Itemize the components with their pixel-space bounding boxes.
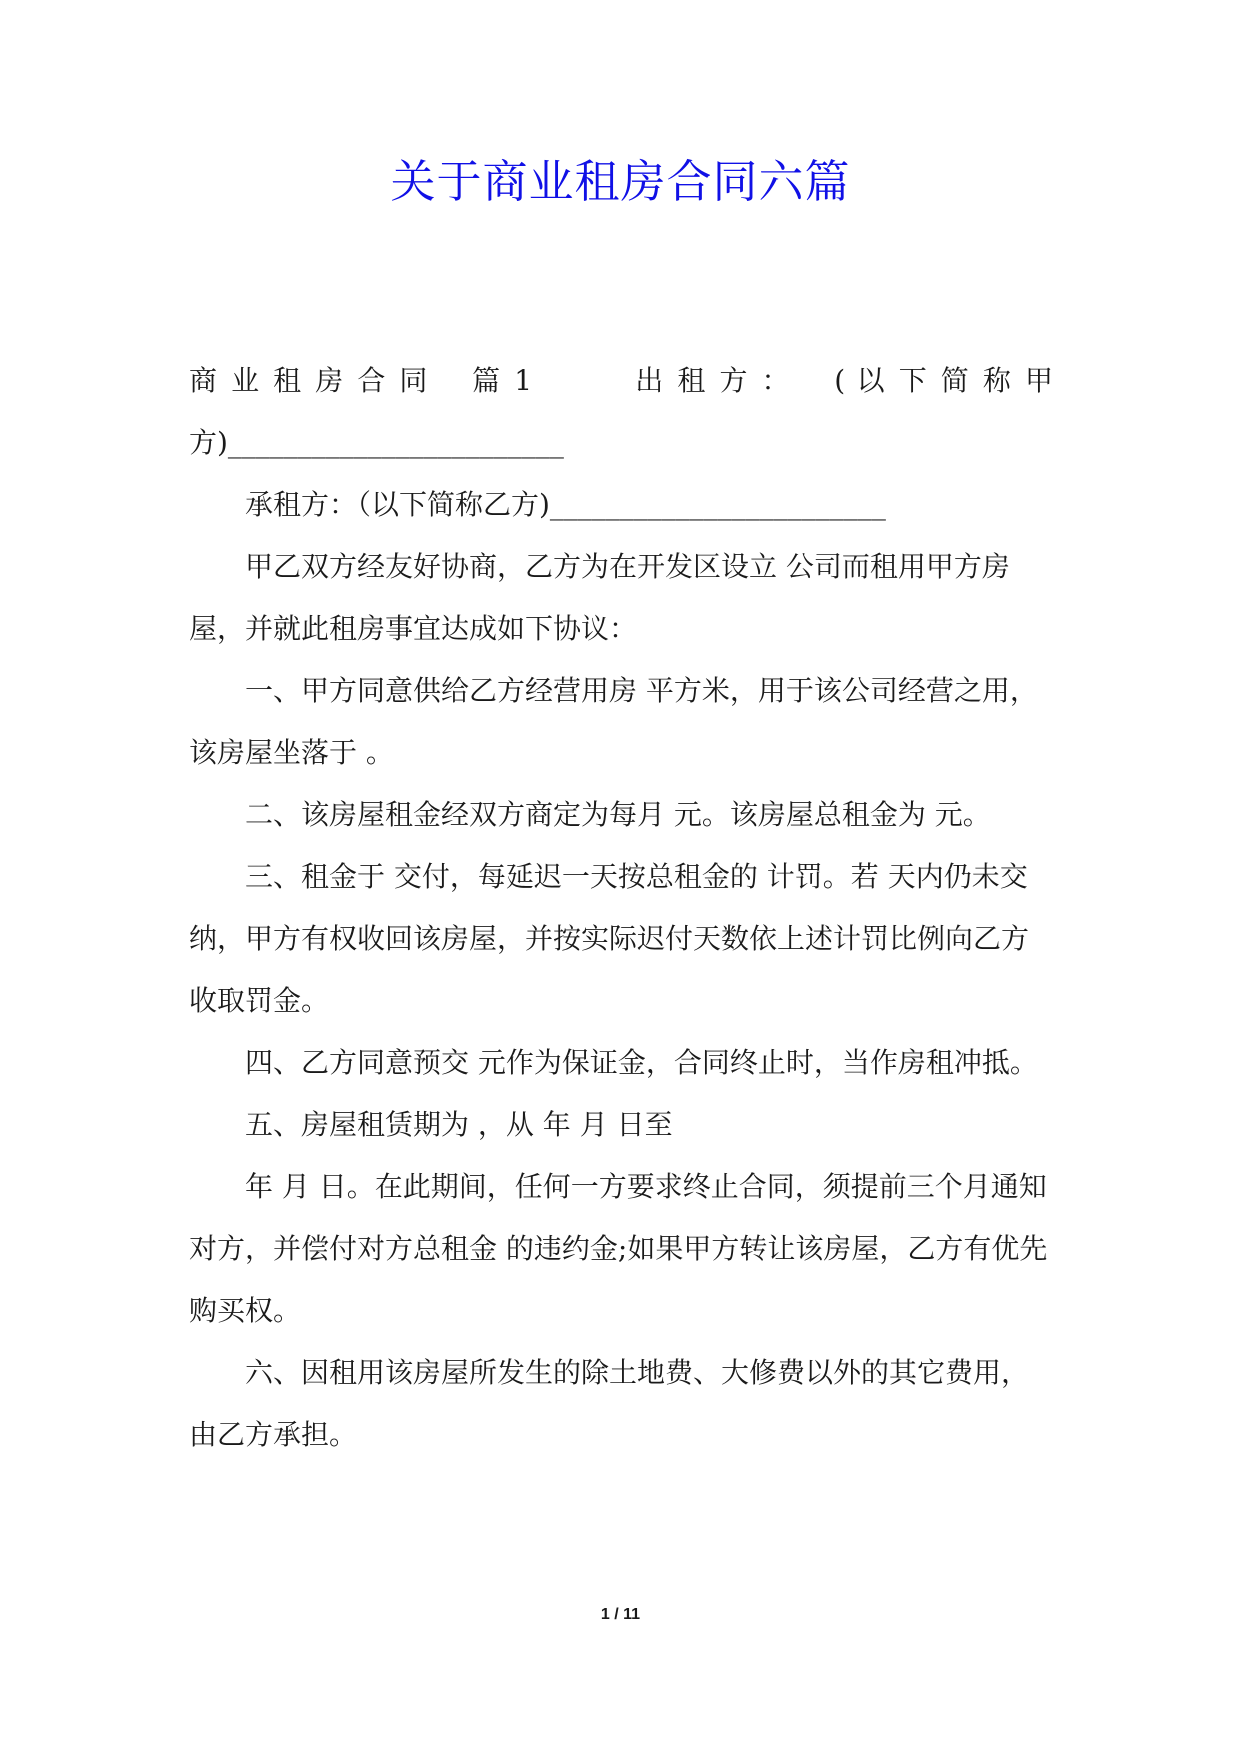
document-title: 关于商业租房合同六篇: [390, 155, 851, 208]
document-body: [189, 350, 1053, 1466]
paragraph-clause-4: 四、乙方同意预交 元作为保证金，合同终止时，当作房租冲抵。: [245, 1046, 1038, 1079]
paragraph-clause-1: 一、甲方同意供给乙方经营用房 平方米，用于该公司经营之用，该房屋坐落于 。: [189, 674, 1038, 769]
paragraph-clause-5: 五、房屋租赁期为 ，从 年 月 日至: [245, 1108, 673, 1141]
page-number: 1 / 11: [600, 1606, 641, 1623]
paragraph-clause-5-cont: 年 月 日。在此期间，任何一方要求终止合同，须提前三个月通知对方，并偿付对方总租金 的违约金;如果甲方转让该房屋，乙方有优先购买权。: [189, 1170, 1048, 1327]
paragraph-clause-6: 六、因租用该房屋所发生的除土地费、大修费以外的其它费用，由乙方承担。: [189, 1356, 1030, 1451]
paragraph-lessor-blank: 方)________________________: [189, 426, 564, 459]
paragraph-clause-3: 三、租金于 交付，每延迟一天按总租金的 计罚。若 天内仍未交纳，甲方有权收回该房屋，并按实际迟付天数依上述计罚比例向乙方收取罚金。: [189, 860, 1030, 1017]
paragraph-intro: 甲乙双方经友好协商，乙方为在开发区设立 公司而租用甲方房屋，并就此租房事宜达成如下协议：: [189, 550, 1010, 645]
paragraph-clause-2: 二、该房屋租金经双方商定为每月 元。该房屋总租金为 元。: [245, 798, 991, 831]
paragraph-header-line: 商 业 租 房 合 同 篇 1 出 租 方 ： ( 以 下 简 称 甲: [189, 364, 1053, 397]
paragraph-lessee: 承租方：（以下简称乙方)________________________: [245, 488, 886, 521]
